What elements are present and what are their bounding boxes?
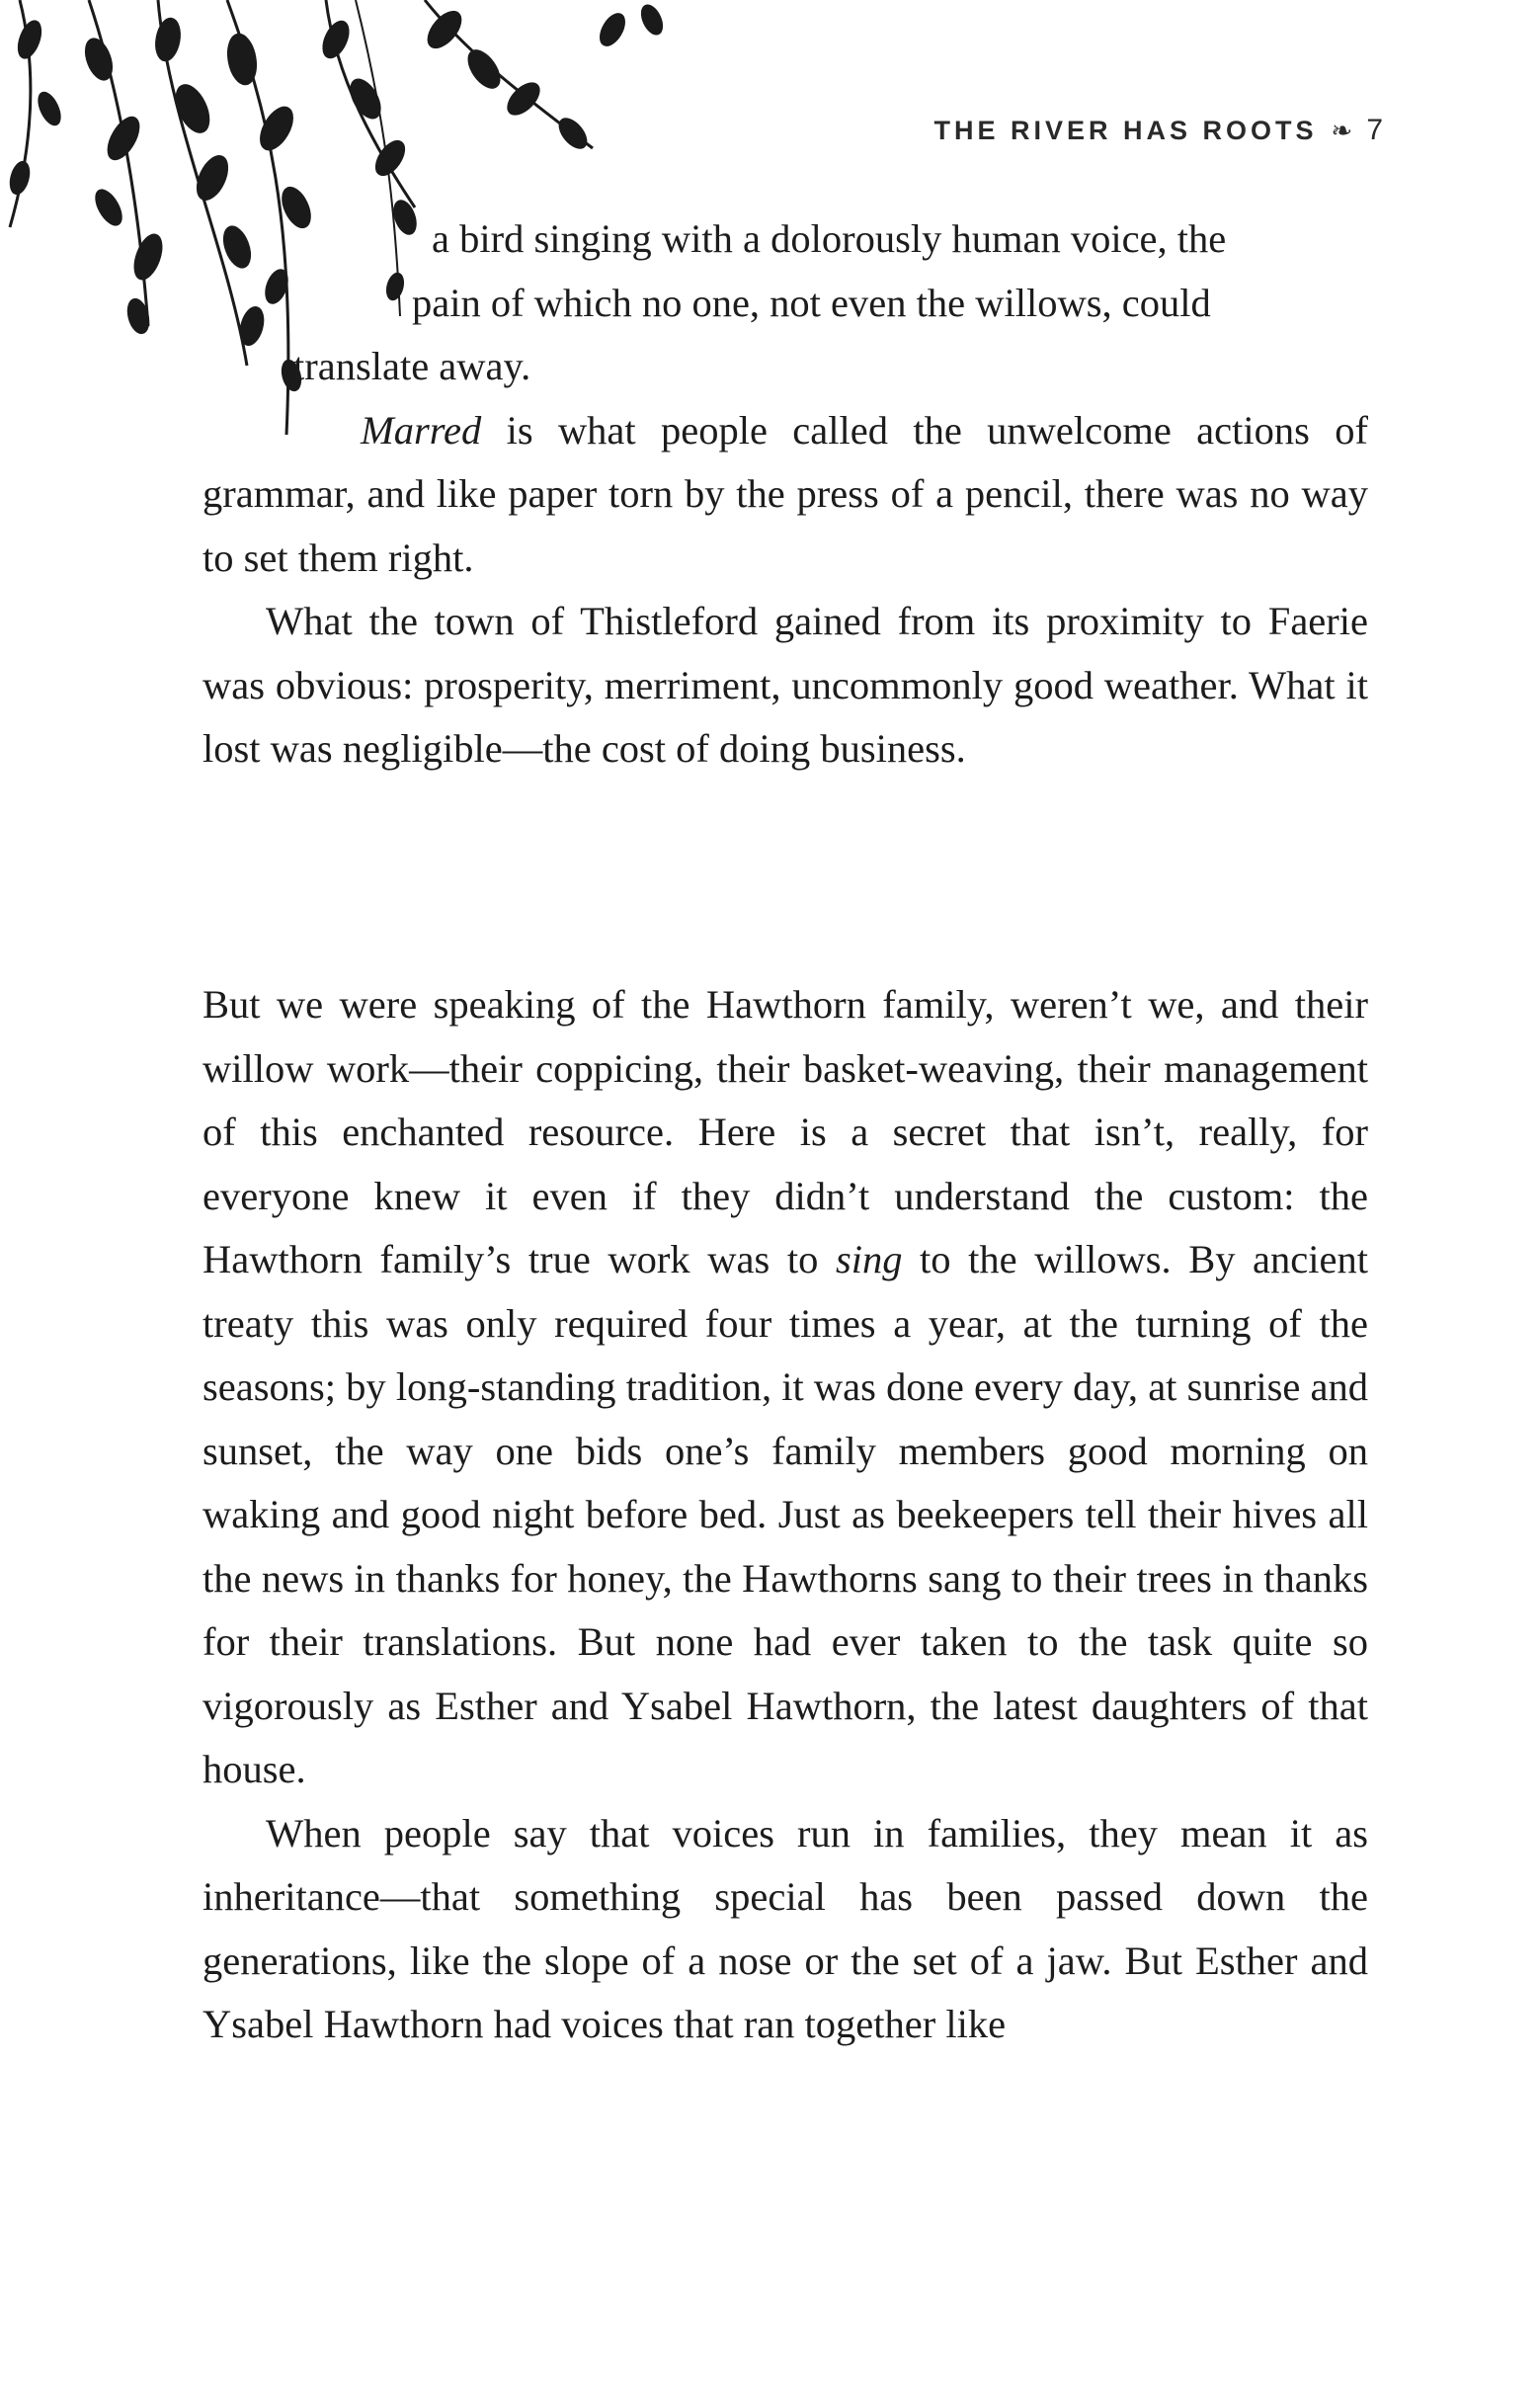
- paragraph-5: When people say that voices run in families, they mean it as inheritance—that something special has been passed down the generations, like the slope of a nose or the set of a jaw. But Esther and Ysabel Hawthorn had voices that ran together like: [203, 1810, 1368, 2046]
- paragraph-4: [203, 973, 1368, 1802]
- page-number: 7: [1366, 114, 1383, 146]
- paragraph-1-line-2: pain of which no one, not even the willows, could: [412, 280, 1211, 325]
- paragraph-2: [203, 399, 1368, 591]
- paragraph-4-italic: sing: [835, 1237, 903, 1281]
- lower-text-block: [203, 973, 1368, 2057]
- paragraph-2-italic: Marred: [361, 407, 482, 453]
- fleuron-icon: ❧: [1331, 115, 1353, 145]
- paragraph-1-line-3: translate away.: [293, 344, 531, 388]
- paragraph-4-text-a: But we were speaking of the Hawthorn family, weren’t we, and their willow work—their coppicing, their basket-weaving, their management of this enchanted resource. Here is a secret that isn’t, really, for everyone knew it even if they didn’t understand the custom: the Hawthorn family’s true work was to: [203, 982, 1368, 1281]
- upper-text-block: [203, 207, 1368, 782]
- paragraph-4-text-b: to the willows. By ancient treaty this was only required four times a year, at the turning of the seasons; by long-standing tradition, it was done every day, at sunrise and sunset, the way one bids one’s family members good morning on waking and good night before bed. Just as beekeepers tell their hives all the news in thanks for honey, the Hawthorns sang to their trees in thanks for their translations. But none had ever taken to the task quite so vigorously as Esther and Ysabel Hawthorn, the latest daughters of that house.: [203, 1237, 1368, 1791]
- paragraph-2-text: is what people called the unwelcome actions of grammar, and like paper torn by the press of a pencil, there was no way to set them right.: [203, 407, 1368, 580]
- running-head-title: THE RIVER HAS ROOTS: [933, 115, 1318, 145]
- paragraph-3: What the town of Thistleford gained from its proximity to Faerie was obvious: prosperity, merriment, uncommonly good weather. What it lost was negligible—the cost of doing business.: [203, 599, 1368, 771]
- running-head: [830, 111, 1383, 150]
- paragraph-1-line-1: a bird singing with a dolorously human voice, the: [432, 216, 1227, 261]
